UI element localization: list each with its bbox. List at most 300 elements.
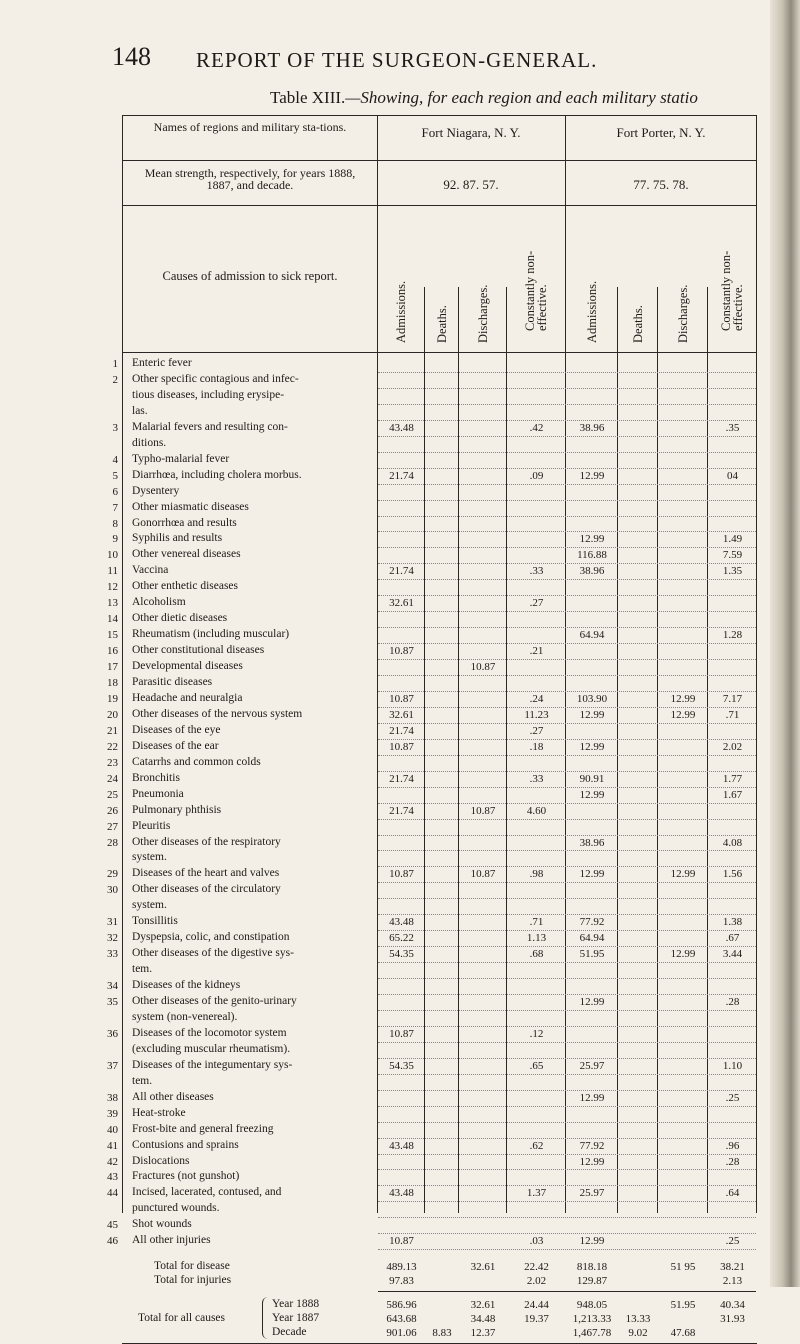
table-cell: 54.35: [389, 1059, 414, 1072]
table-cell: 10.87: [389, 645, 414, 658]
table-cell: 1.10: [722, 1059, 743, 1072]
row-number: 14: [107, 613, 118, 626]
table-cell: 40.34: [720, 1299, 745, 1312]
row-rule: [378, 723, 756, 724]
table-cell: .35: [725, 421, 740, 434]
row-number: 36: [107, 1027, 118, 1040]
subcolumn-header: Constantly non-effective.: [522, 250, 549, 331]
row-rule: [378, 803, 756, 804]
station-1-strength: 92. 87. 57.: [443, 177, 499, 192]
table-cell: 1.28: [722, 629, 743, 642]
row-rule: [378, 1074, 756, 1075]
row-rule: [378, 1249, 756, 1250]
table-cell: 10.87: [389, 868, 414, 881]
row-label: Diarrhœa, including cholera morbus.: [132, 469, 302, 481]
row-rule: [378, 675, 756, 676]
table-cell: .28: [725, 1155, 740, 1168]
table-cell: 25.97: [579, 1059, 605, 1072]
row-number: 7: [112, 501, 118, 514]
row-number: 26: [107, 804, 118, 817]
table-cell: 12.99: [579, 708, 605, 721]
row-rule: [378, 866, 756, 867]
row-rule: [378, 388, 756, 389]
table-cell: 1,467.78: [572, 1327, 612, 1340]
table-cell: 1.77: [722, 772, 743, 785]
row-rule: [378, 898, 756, 899]
table-cell: 12.99: [579, 1091, 605, 1104]
row-label: Other constitutional diseases: [132, 645, 265, 657]
table-cell: .25: [725, 1091, 740, 1104]
row-label: Diseases of the kidneys: [132, 980, 241, 992]
row-rule: [378, 835, 756, 836]
row-number: 1: [112, 358, 118, 370]
table-cell: 12.99: [670, 708, 696, 721]
row-number: 17: [107, 661, 118, 674]
row-number: 19: [107, 692, 118, 705]
table-cell: 21.74: [389, 804, 414, 817]
row-rule: [378, 707, 756, 708]
row-label: Other diseases of the digestive sys-: [132, 948, 294, 960]
row-label: Frost-bite and general freezing: [132, 1123, 274, 1135]
table-cell: 21.74: [389, 469, 414, 482]
table-cell: .33: [529, 772, 544, 785]
table-cell: 38.96: [579, 565, 605, 578]
row-rule: [378, 452, 756, 453]
table-cell: 34.48: [470, 1313, 496, 1326]
table-cell: 1.37: [526, 1187, 547, 1200]
table-cell: 19.37: [524, 1313, 549, 1326]
table-cell: 12.99: [579, 740, 605, 753]
table-cell: 2.02: [526, 1275, 547, 1288]
table-cell: .03: [529, 1235, 544, 1248]
row-label: Contusions and sprains: [132, 1139, 239, 1151]
table-cell: 43.48: [389, 1139, 414, 1152]
table-cell: 8.83: [432, 1327, 452, 1340]
row-rule: [378, 819, 756, 820]
row-number: 18: [107, 677, 118, 689]
row-rule: [378, 579, 756, 580]
table-cell: 38.96: [579, 421, 605, 434]
table-cell: 97.83: [389, 1275, 414, 1288]
row-rule: [378, 1090, 756, 1091]
row-label: Other specific contagious and infec-: [132, 373, 299, 385]
table-cell: .27: [529, 597, 544, 610]
row-label: Enteric fever: [132, 358, 192, 369]
table-cell: 1.49: [722, 533, 743, 546]
table-cell: 12.99: [670, 868, 696, 881]
row-rule: [378, 547, 756, 548]
table-cell: .64: [725, 1187, 740, 1200]
table-cell: .09: [529, 469, 544, 482]
rule: [122, 115, 123, 1213]
row-label: Incised, lacerated, contused, and: [132, 1187, 282, 1199]
table-cell: 1.56: [722, 868, 743, 881]
table-cell: 32.61: [389, 597, 414, 610]
table-cell: .98: [529, 868, 544, 881]
row-rule: [378, 1042, 756, 1043]
rule: [565, 115, 566, 1213]
row-label: Tonsillitis: [132, 916, 178, 928]
row-rule: [378, 787, 756, 788]
row-rule: [378, 962, 756, 963]
row-label: Other diseases of the nervous system: [132, 708, 303, 720]
row-rule: [378, 1138, 756, 1139]
row-rule: [378, 436, 756, 437]
row-number: 35: [107, 996, 118, 1008]
row-rule: [378, 643, 756, 644]
running-head: REPORT OF THE SURGEON-GENERAL.: [196, 48, 598, 72]
row-label: Syphilis and results: [132, 533, 223, 545]
row-number: 40: [107, 1123, 118, 1136]
table-cell: .67: [725, 932, 740, 945]
row-rule: [378, 946, 756, 947]
row-label: Rheumatism (including muscular): [132, 629, 290, 641]
row-rule: [378, 1233, 756, 1234]
row-label: Pneumonia: [132, 788, 184, 800]
totals-rule: [378, 1291, 756, 1292]
row-number: 12: [107, 581, 118, 594]
row-number: 20: [107, 708, 118, 721]
rule: [756, 115, 757, 1213]
table-cell: 116.88: [577, 549, 607, 562]
table-cell: 77.92: [579, 916, 605, 929]
table-cell: 12.37: [470, 1327, 496, 1340]
row-label: Gonorrhœa and results: [132, 517, 237, 529]
table-cell: 4.60: [526, 804, 547, 817]
row-number: 24: [107, 772, 118, 785]
table-cell: .71: [529, 916, 544, 929]
table-cell: 489.13: [386, 1261, 417, 1274]
table-cell: 77.92: [579, 1139, 605, 1152]
row-rule: [378, 1010, 756, 1011]
total-injuries-label: Total for injuries: [154, 1275, 232, 1287]
table-cell: 948.05: [576, 1299, 608, 1312]
total-disease-label: Total for disease: [154, 1261, 230, 1273]
row-label: Diseases of the ear: [132, 740, 219, 752]
row-rule: [378, 1122, 756, 1123]
row-number: 8: [112, 517, 118, 530]
table-cell: 2.13: [722, 1275, 743, 1288]
row-number: 43: [107, 1171, 118, 1184]
table-cell: 21.74: [389, 772, 414, 785]
table-cell: 64.94: [579, 629, 605, 642]
row-rule: [378, 595, 756, 596]
row-label: Other diseases of the circulatory: [132, 884, 281, 896]
subcolumn-header: Admissions.: [584, 280, 599, 343]
row-number: 11: [107, 565, 118, 578]
row-rule: [378, 1169, 756, 1170]
rule: [122, 205, 757, 206]
table-cell: 643.68: [386, 1313, 417, 1326]
table-cell: 10.87: [389, 692, 414, 705]
table-cell: 32.61: [470, 1299, 496, 1312]
table-cell: 90.91: [579, 772, 605, 785]
row-rule: [378, 755, 756, 756]
row-label: tious diseases, including erysipe-: [132, 389, 285, 401]
row-rule: [378, 914, 756, 915]
total-all-row-label: Decade: [272, 1327, 307, 1339]
row-label: ditions.: [132, 437, 167, 449]
row-label: (excluding muscular rheumatism).: [132, 1043, 291, 1055]
row-label: system.: [132, 852, 167, 864]
table-cell: 12.99: [579, 788, 605, 801]
row-rule: [378, 420, 756, 421]
row-number: 2: [112, 373, 118, 386]
subcolumn-header: Deaths.: [630, 305, 645, 343]
page-number: 148: [112, 42, 151, 71]
table-cell: 04: [727, 469, 738, 482]
row-rule: [378, 930, 756, 931]
table-cell: 7.17: [722, 692, 743, 705]
rule: [122, 160, 757, 161]
table-cell: 10.87: [389, 740, 414, 753]
table-cell: .27: [529, 724, 544, 737]
row-rule: [378, 1185, 756, 1186]
row-number: 10: [107, 549, 118, 562]
row-rule: [378, 1201, 756, 1202]
row-rule: [378, 484, 756, 485]
table-cell: .33: [529, 565, 544, 578]
row-label: Malarial fevers and resulting con-: [132, 421, 288, 433]
table-cell: 12.99: [670, 948, 696, 961]
row-number: 34: [107, 980, 118, 993]
table-cell: 7.59: [722, 549, 743, 562]
table-cell: .71: [725, 708, 740, 721]
causes-header: Causes of admission to sick report.: [162, 269, 338, 283]
row-label: Headache and neuralgia: [132, 692, 243, 704]
row-label: All other diseases: [132, 1091, 214, 1103]
table-cell: 43.48: [389, 916, 414, 929]
table-cell: 32.61: [389, 708, 414, 721]
row-rule: [378, 468, 756, 469]
table-cell: 25.97: [579, 1187, 605, 1200]
row-label: las.: [132, 405, 148, 417]
strength-header: Mean strength, respectively, for years 1888, 1887, and decade.: [144, 166, 356, 192]
row-number: 5: [112, 469, 118, 482]
table-cell: 12.99: [579, 533, 605, 546]
row-number: 31: [107, 916, 118, 929]
station-2-name: Fort Porter, N. Y.: [616, 125, 706, 140]
table-cell: 43.48: [389, 421, 414, 434]
table-cell: 51.95: [670, 1299, 696, 1312]
table-cell: 22.42: [524, 1261, 549, 1274]
row-number: 3: [112, 421, 118, 434]
row-number: 21: [107, 724, 118, 737]
table-cell: 54.35: [389, 948, 414, 961]
total-all-causes-label: Total for all causes: [138, 1313, 226, 1325]
row-number: 23: [107, 756, 118, 769]
row-number: 4: [112, 453, 118, 466]
table-cell: .25: [725, 1235, 740, 1248]
row-label: Other venereal diseases: [132, 549, 241, 561]
row-label: Vaccina: [132, 565, 169, 577]
page-edge: [770, 0, 800, 1287]
row-rule: [378, 1058, 756, 1059]
table-cell: .28: [725, 996, 740, 1008]
table-cell: .68: [529, 948, 544, 961]
row-label: Parasitic diseases: [132, 677, 213, 688]
table-cell: 1.13: [526, 932, 547, 945]
table-cell: 12.99: [579, 868, 605, 881]
table-cell: .96: [725, 1139, 740, 1152]
table-cell: 10.87: [389, 1235, 414, 1248]
table-cell: 103.90: [576, 692, 608, 705]
row-rule: [378, 691, 756, 692]
row-rule: [378, 978, 756, 979]
row-label: Other dietic diseases: [132, 613, 228, 625]
row-rule: [378, 659, 756, 660]
rule: [122, 352, 757, 353]
table-cell: 901.06: [386, 1327, 417, 1340]
row-rule: [378, 850, 756, 851]
table-cell: 1.67: [722, 788, 743, 801]
row-rule: [378, 611, 756, 612]
table-cell: 38.21: [720, 1261, 745, 1274]
row-rule: [378, 1217, 756, 1218]
table-cell: 818.18: [576, 1261, 608, 1274]
row-rule: [378, 516, 756, 517]
row-number: 9: [112, 533, 118, 546]
caption-text: —Showing, for each region and each military statio: [345, 88, 698, 107]
row-label: Dislocations: [132, 1155, 190, 1167]
table-cell: 13.33: [625, 1313, 651, 1326]
table-cell: .18: [529, 740, 544, 753]
table-cell: 11.23: [524, 708, 549, 721]
row-number: 41: [107, 1139, 118, 1152]
row-label: Alcoholism: [132, 597, 186, 609]
row-number: 16: [107, 645, 118, 658]
row-number: 32: [107, 932, 118, 945]
row-rule: [378, 994, 756, 995]
row-rule: [378, 531, 756, 532]
table-cell: 21.74: [389, 565, 414, 578]
row-number: 45: [107, 1219, 118, 1232]
table-cell: 9.02: [628, 1327, 648, 1340]
row-number: 37: [107, 1059, 118, 1072]
station-1-name: Fort Niagara, N. Y.: [421, 125, 521, 140]
table-cell: .65: [529, 1059, 544, 1072]
names-header: Names of regions and military sta-tions.: [153, 120, 347, 134]
table-cell: 4.08: [722, 836, 743, 849]
row-label: Dysentery: [132, 485, 180, 497]
table-cell: 51.95: [579, 948, 605, 961]
row-number: 29: [107, 868, 118, 881]
row-number: 28: [107, 836, 118, 849]
row-rule: [378, 563, 756, 564]
station-2-strength: 77. 75. 78.: [633, 177, 689, 192]
row-rule: [378, 1026, 756, 1027]
table-cell: 129.87: [576, 1275, 608, 1288]
row-label: Heat-stroke: [132, 1107, 186, 1119]
table-cell: .21: [529, 645, 544, 658]
table-cell: 24.44: [524, 1299, 549, 1312]
row-label: tem.: [132, 964, 153, 976]
row-label: tem.: [132, 1075, 153, 1087]
row-label: Typho-malarial fever: [132, 453, 230, 465]
subcolumn-header: Deaths.: [434, 305, 449, 343]
table-cell: 10.87: [470, 868, 496, 881]
table-cell: .62: [529, 1139, 544, 1152]
row-number: 44: [107, 1187, 118, 1200]
row-number: 25: [107, 788, 118, 801]
row-rule: [378, 771, 756, 772]
rule: [377, 115, 378, 1213]
row-number: 38: [107, 1091, 118, 1104]
table-cell: 10.87: [470, 661, 496, 674]
row-label: Diseases of the integumentary sys-: [132, 1059, 293, 1071]
table-cell: 12.99: [579, 469, 605, 482]
table-cell: 31.93: [720, 1313, 745, 1326]
data-table: [107, 115, 757, 1340]
row-number: 6: [112, 485, 118, 498]
table-cell: .42: [529, 421, 544, 434]
subcolumn-header: Admissions.: [394, 280, 408, 343]
row-label: Other diseases of the respiratory: [132, 836, 281, 848]
table-cell: 3.44: [722, 948, 743, 961]
table-cell: 586.96: [386, 1299, 417, 1312]
subcolumn-header: Discharges.: [675, 284, 690, 343]
row-rule: [378, 1154, 756, 1155]
row-label: Dyspepsia, colic, and constipation: [132, 932, 290, 944]
table-cell: 1.35: [722, 565, 743, 578]
caption-prefix: Table XIII.: [270, 88, 346, 107]
row-label: Other enthetic diseases: [132, 581, 239, 593]
table-cell: .24: [529, 692, 544, 705]
row-rule: [378, 372, 756, 373]
table-cell: 12.99: [579, 1155, 605, 1168]
table-cell: 10.87: [470, 804, 496, 817]
table-cell: 38.96: [579, 836, 605, 849]
row-label: Other miasmatic diseases: [132, 501, 249, 513]
table-cell: .12: [529, 1027, 544, 1040]
row-label: Diseases of the locomotor system: [132, 1027, 287, 1039]
row-label: Diseases of the heart and valves: [132, 868, 280, 880]
row-label: system.: [132, 900, 167, 912]
table-cell: 1.38: [722, 916, 743, 929]
subcolumn-header: Discharges.: [475, 284, 490, 343]
table-cell: 47.68: [670, 1327, 696, 1340]
rule: [122, 115, 757, 116]
row-label: system (non-venereal).: [132, 1011, 238, 1023]
table-cell: 51 95: [670, 1261, 696, 1274]
row-rule: [378, 739, 756, 740]
row-label: Catarrhs and common colds: [132, 756, 261, 768]
table-cell: 12.99: [579, 1235, 605, 1248]
subcolumn-header: Constantly non-effective.: [718, 250, 745, 331]
row-number: 13: [107, 597, 118, 610]
table-cell: 21.74: [389, 724, 414, 737]
row-number: 30: [107, 884, 118, 897]
row-rule: [378, 627, 756, 628]
row-label: All other injuries: [132, 1235, 211, 1247]
table-cell: 43.48: [389, 1187, 414, 1200]
table-cell: 12.99: [670, 692, 696, 705]
row-label: Fractures (not gunshot): [132, 1171, 240, 1183]
table-cell: 64.94: [579, 932, 605, 945]
row-rule: [378, 500, 756, 501]
table-cell: 10.87: [389, 1027, 414, 1040]
row-number: 33: [107, 948, 118, 961]
row-number: 15: [107, 629, 118, 642]
row-rule: [378, 404, 756, 405]
row-label: punctured wounds.: [132, 1203, 220, 1215]
row-rule: [378, 882, 756, 883]
row-label: Pulmonary phthisis: [132, 804, 222, 816]
row-rule: [378, 1106, 756, 1107]
table-cell: 12.99: [579, 996, 605, 1008]
table-cell: 65.22: [389, 932, 414, 945]
row-number: 39: [107, 1107, 118, 1120]
